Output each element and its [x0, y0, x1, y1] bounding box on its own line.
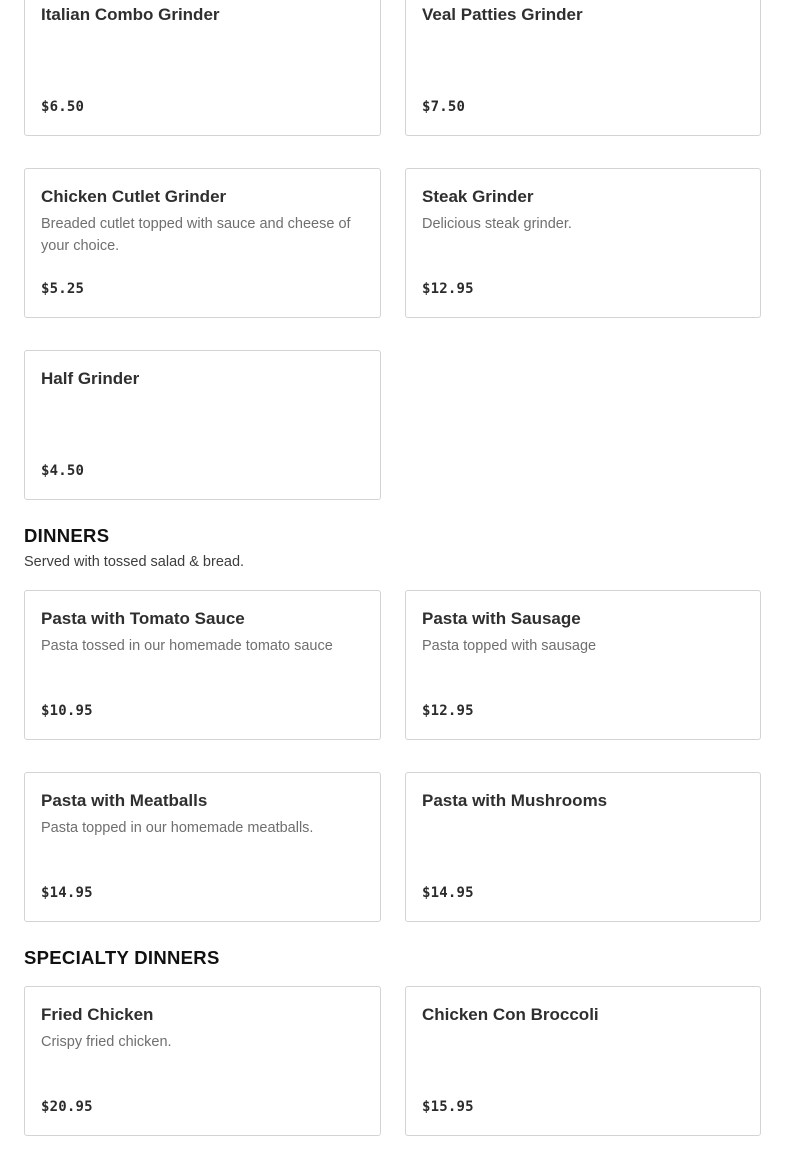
menu-item-price: $7.50	[422, 99, 466, 115]
menu-item-card[interactable]	[405, 986, 761, 1136]
menu-item-price: $12.95	[422, 703, 474, 719]
menu-item-price: $5.25	[41, 281, 85, 297]
section-subtitle-dinners: Served with tossed salad & bread.	[24, 554, 245, 570]
menu-item-name: Veal Patties Grinder	[422, 5, 583, 24]
menu-item-price: $15.95	[422, 1099, 474, 1115]
menu-item-price: $4.50	[41, 463, 85, 479]
menu-item-description: Pasta tossed in our homemade tomato sauce	[41, 638, 333, 654]
menu-item-description: Pasta topped in our homemade meatballs.	[41, 820, 314, 836]
menu-item-card[interactable]	[24, 986, 381, 1136]
section-title-dinners: DINNERS	[24, 525, 110, 546]
menu-item-description: Delicious steak grinder.	[422, 216, 572, 232]
menu-item-name: Chicken Cutlet Grinder	[41, 187, 227, 206]
menu-item-name: Pasta with Mushrooms	[422, 791, 608, 810]
menu-item-price: $10.95	[41, 703, 93, 719]
menu-item-price: $14.95	[422, 885, 474, 901]
menu-item-price: $12.95	[422, 281, 474, 297]
menu-item-price: $20.95	[41, 1099, 93, 1115]
menu-item-description: Crispy fried chicken.	[41, 1034, 172, 1050]
menu-item-description: Pasta topped with sausage	[422, 638, 597, 654]
menu-item-card[interactable]	[405, 590, 761, 740]
menu-item-card[interactable]	[24, 590, 381, 740]
menu-item-name: Chicken Con Broccoli	[422, 1005, 599, 1024]
menu-item-card[interactable]	[24, 0, 381, 136]
menu-item-card[interactable]	[405, 168, 761, 318]
menu-item-name: Steak Grinder	[422, 187, 534, 206]
menu-item-card[interactable]	[405, 0, 761, 136]
menu-item-card[interactable]	[24, 168, 381, 318]
menu-item-name: Pasta with Meatballs	[41, 791, 208, 810]
menu-item-card[interactable]	[405, 772, 761, 922]
menu-item-name: Fried Chicken	[41, 1005, 154, 1024]
menu-item-description: Breaded cutlet topped with sauce and cheese of your choice.	[41, 216, 351, 254]
section-title-specialty-dinners: SPECIALTY DINNERS	[24, 947, 220, 968]
menu-item-name: Pasta with Sausage	[422, 609, 581, 628]
menu-item-price: $6.50	[41, 99, 85, 115]
menu-item-name: Half Grinder	[41, 369, 140, 388]
menu-item-card[interactable]	[24, 772, 381, 922]
menu-item-name: Italian Combo Grinder	[41, 5, 220, 24]
menu-item-price: $14.95	[41, 885, 93, 901]
menu-item-card[interactable]	[24, 350, 381, 500]
menu-item-name: Pasta with Tomato Sauce	[41, 609, 245, 628]
